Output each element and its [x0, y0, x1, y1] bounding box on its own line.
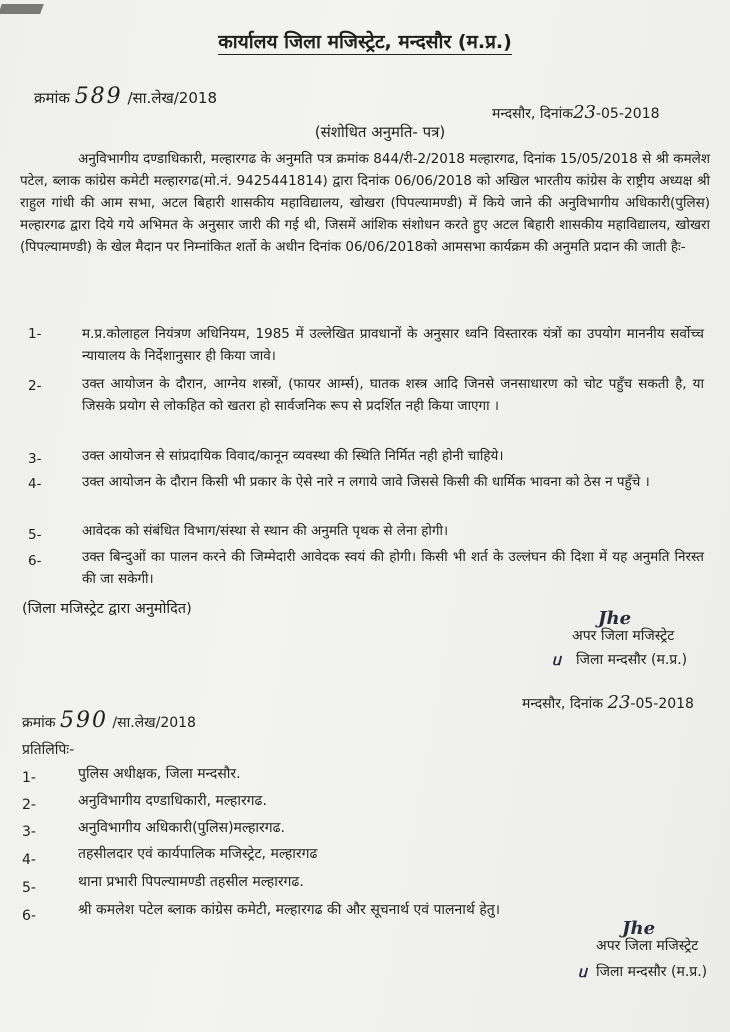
initial-scribble: ᥙ	[552, 650, 561, 669]
condition-text: उक्त बिन्दुओं का पालन करने की जिम्मेदारी आवेदक स्वयं की होगी। किसी भी शर्त के उल्लंघन की दिशा में यह अनुमति निरस्त की जा सकेगी।	[82, 549, 704, 587]
date-day-handwritten: 23	[573, 102, 596, 123]
recipient-text: अनुविभागीय दण्डाधिकारी, मल्हारगढ.	[78, 793, 267, 809]
recipient-text: तहसीलदार एवं कार्यपालिक मजिस्ट्रेट, मल्हारगढ	[78, 846, 318, 862]
signature-scribble: Jhe	[598, 608, 632, 629]
recipient-number: 5-	[22, 880, 36, 896]
recipient-number: 2-	[22, 797, 36, 813]
condition-number: 6-	[28, 553, 42, 569]
condition-text: म.प्र.कोलाहल नियंत्रण अधिनियम, 1985 में उल्लेखित प्रावधानों के अनुसार ध्वनि विस्तारक यंत्रों का उपयोग माननीय सर्वोच्च न्यायालय के निर्देशानुसार ही किया जावे।	[82, 326, 704, 364]
recipient-text: पुलिस अधीक्षक, जिला मन्दसौर.	[78, 766, 241, 782]
initial-scribble: ᥙ	[578, 962, 587, 981]
recipient-text: श्री कमलेश पटेल ब्लाक कांग्रेस कमेटी, मल्हारगढ की और सूचनार्थ एवं पालनार्थ हेतु।	[78, 902, 501, 918]
signature-scribble: Jhe	[622, 918, 656, 939]
copy-order-number-handwritten: 590	[59, 708, 108, 733]
condition-number: 3-	[28, 451, 42, 467]
condition-text: उक्त आयोजन के दौरान, आग्नेय शस्त्रों, (फायर आर्म्स), घातक शस्त्र आदि जिनसे जनसाधारण को चोट पहुँच सकती है, या जिसके प्रयोग से लोकहित को खतरा हो सार्वजनिक रूप से प्रदर्शित नही किया जाएगा ।	[82, 376, 704, 414]
condition-number: 4-	[28, 476, 42, 492]
recipient-text: थाना प्रभारी पिपल्यामण्डी तहसील मल्हारगढ.	[78, 874, 304, 890]
signatory-title: अपर जिला मजिस्ट्रेट	[596, 938, 699, 954]
condition-number: 1-	[28, 326, 42, 342]
copy-to-heading: प्रतिलिपिः-	[22, 742, 75, 758]
condition-text: उक्त आयोजन से सांप्रदायिक विवाद/कानून व्यवस्था की स्थिति निर्मित नही होनी चाहिये।	[82, 448, 504, 464]
office-title: कार्यालय जिला मजिस्ट्रेट, मन्दसौर (म.प्र.)	[218, 31, 512, 53]
recipient-text: अनुविभागीय अधिकारी(पुलिस)मल्हारगढ.	[78, 820, 285, 836]
edge-mark	[0, 4, 44, 14]
order-number-handwritten: 589	[74, 84, 123, 109]
condition-text: आवेदक को संबंधित विभाग/संस्था से स्थान की अनुमति पृथक से लेना होगी।	[82, 523, 449, 539]
signatory-district: जिला मन्दसौर (म.प्र.)	[576, 652, 688, 668]
intro-paragraph: अनुविभागीय दण्डाधिकारी, मल्हारगढ के अनुमति पत्र क्रमांक 844/री-2/2018 मल्हारगढ, दिनांक 15/05/2018 से श्री कमलेश पटेल, ब्लाक कांग्रेस कमेटी मल्हारगढ(मो.नं. 9425441814) द्वारा दिनांक 06/06/2018 को अखिल भारतीय कांग्रेस के राष्ट्रीय अध्यक्ष श्री राहुल गांधी की आम सभा, अटल बिहारी शासकीय महाविद्यालय, खोखरा (पिपल्यामण्डी) में किये जाने की अनुविभागीय अधिकारी(पुलिस) मल्हारगढ द्वारा दिये गये अभिमत के अनुसार जारी की गई थी, जिसमें आंशिक संशोधन करते हुए अटल बिहारी शासकीय महाविद्यालय, खोखरा (पिपल्यामण्डी) के खेल मैदान पर निम्नांकित शर्तो के अधीन दिनांक 06/06/2018को आमसभा कार्यक्रम की अनुमति प्रदान की जाती हैः-	[20, 151, 710, 255]
recipient-number: 4-	[22, 852, 36, 868]
subject-line: (संशोधित अनुमति- पत्र)	[314, 123, 446, 141]
signatory-district: जिला मन्दसौर (म.प्र.)	[596, 964, 708, 980]
approval-note: (जिला मजिस्ट्रेट द्वारा अनुमोदित)	[22, 601, 192, 617]
signatory-title: अपर जिला मजिस्ट्रेट	[572, 628, 675, 644]
condition-number: 2-	[28, 378, 42, 394]
condition-text: उक्त आयोजन के दौरान किसी भी प्रकार के ऐसे नारे न लगाये जावे जिससे किसी की धार्मिक भावना को ठेस न पहुॅंचे ।	[82, 474, 650, 490]
condition-number: 5-	[28, 527, 42, 543]
recipient-number: 1-	[22, 770, 36, 786]
copy-order-number: क्रमांक 590 /सा.लेख/2018	[22, 708, 196, 733]
recipient-number: 3-	[22, 824, 36, 840]
copy-date-day-handwritten: 23	[607, 692, 631, 713]
recipient-number: 6-	[22, 908, 36, 924]
order-number: क्रमांक 589 /सा.लेख/2018	[34, 84, 217, 109]
copy-date: मन्दसौर, दिनांक 23-05-2018	[522, 692, 694, 713]
issue-date: मन्दसौर, दिनांक23-05-2018	[492, 102, 660, 123]
